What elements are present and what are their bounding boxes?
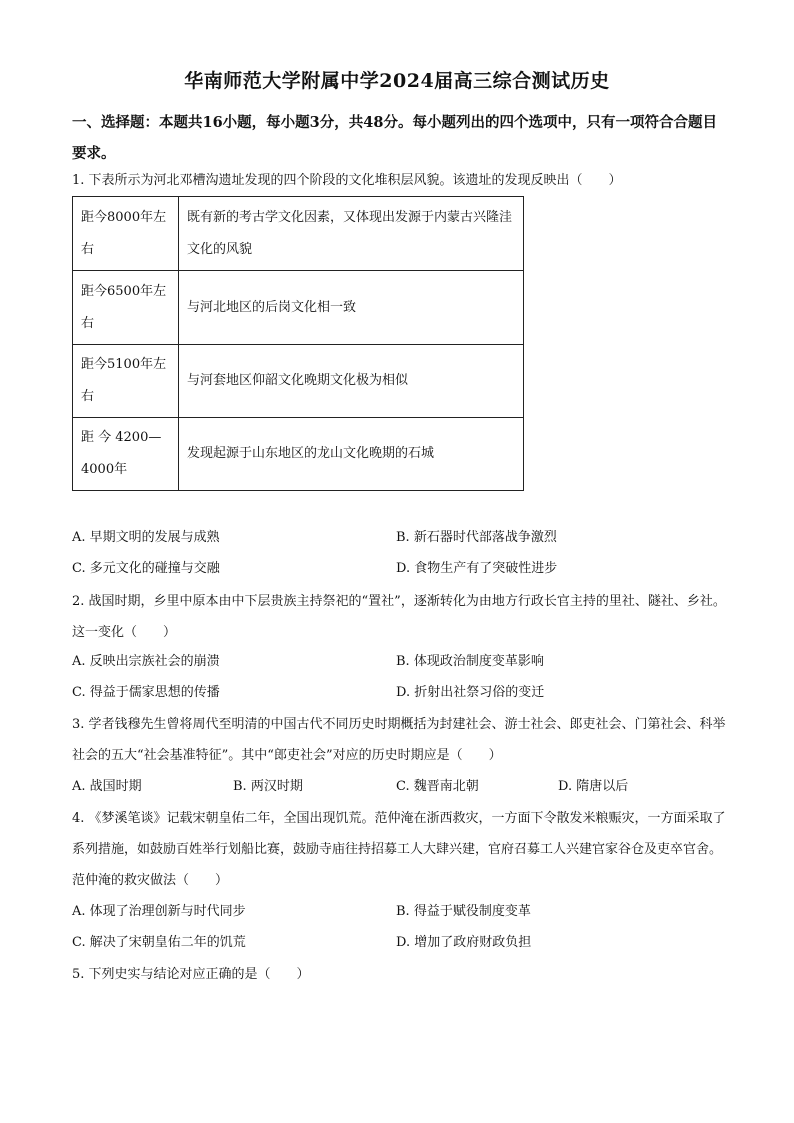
question-5-stem: 5. 下列史实与结论对应正确的是（ ） <box>72 967 310 982</box>
question-1-option-d[interactable]: D. 食物生产有了突破性进步 <box>396 561 558 576</box>
question-2-option-a[interactable]: A. 反映出宗族社会的崩溃 <box>72 654 220 669</box>
question-1-option-c[interactable]: C. 多元文化的碰撞与交融 <box>72 561 220 576</box>
question-4-option-b[interactable]: B. 得益于赋役制度变革 <box>396 904 531 919</box>
question-4-option-c[interactable]: C. 解决了宋朝皇佑二年的饥荒 <box>72 935 246 950</box>
table-cell-period: 距今6500年左右 <box>73 271 179 345</box>
table-cell-period: 距 今 4200—4000年 <box>73 418 179 491</box>
table-cell-period: 距今5100年左右 <box>73 345 179 418</box>
table-cell-desc: 发现起源于山东地区的龙山文化晚期的石城 <box>179 418 524 491</box>
question-4-option-a[interactable]: A. 体现了治理创新与时代同步 <box>72 904 246 919</box>
table-cell-desc: 既有新的考古学文化因素，又体现出发源于内蒙古兴隆洼文化的风貌 <box>179 197 524 271</box>
table-row <box>73 197 524 271</box>
table-row <box>73 271 524 345</box>
page-title: 华南师范大学附属中学2024届高三综合测试历史 <box>184 70 610 92</box>
question-2-option-d[interactable]: D. 折射出社祭习俗的变迁 <box>396 685 545 700</box>
question-1-table <box>72 196 524 491</box>
question-1-option-b[interactable]: B. 新石器时代部落战争激烈 <box>396 530 557 545</box>
question-1-stem: 1. 下表所示为河北邓槽沟遗址发现的四个阶段的文化堆积层风貌。该遗址的发现反映出（ ） <box>72 173 622 188</box>
table-row <box>73 345 524 418</box>
question-3-option-d[interactable]: D. 隋唐以后 <box>558 779 629 794</box>
table-cell-period: 距今8000年左右 <box>73 197 179 271</box>
section-heading: 一、选择题：本题共16小题，每小题3分，共48分。每小题列出的四个选项中，只有一项符合合题目要求。 <box>72 114 717 162</box>
question-2-option-b[interactable]: B. 体现政治制度变革影响 <box>396 654 544 669</box>
table-row <box>73 418 524 491</box>
question-3-option-a[interactable]: A. 战国时期 <box>72 779 142 794</box>
question-1-option-a[interactable]: A. 早期文明的发展与成熟 <box>72 530 220 545</box>
question-3-stem: 3. 学者钱穆先生曾将周代至明清的中国古代不同历史时期概括为封建社会、游士社会、郎吏社会、门第社会、科举社会的五大“社会基准特征”。其中“郎吏社会”对应的历史时期应是（ ） <box>72 717 726 763</box>
question-2-stem: 2. 战国时期，乡里中原本由中下层贵族主持祭祀的“置社”，逐渐转化为由地方行政长官主持的里社、隧社、乡社。这一变化（ ） <box>72 594 726 640</box>
table-cell-desc: 与河北地区的后岗文化相一致 <box>179 271 524 345</box>
question-3-option-b[interactable]: B. 两汉时期 <box>233 779 303 794</box>
question-2-option-c[interactable]: C. 得益于儒家思想的传播 <box>72 685 220 700</box>
question-3-option-c[interactable]: C. 魏晋南北朝 <box>396 779 479 794</box>
question-4-option-d[interactable]: D. 增加了政府财政负担 <box>396 935 532 950</box>
table-cell-desc: 与河套地区仰韶文化晚期文化极为相似 <box>179 345 524 418</box>
question-4-stem: 4. 《梦溪笔谈》记载宋朝皇佑二年，全国出现饥荒。范仲淹在浙西救灾，一方面下令散发米粮赈灾，一方面采取了系列措施，如鼓励百姓举行划船比赛，鼓励寺庙往持招募工人大肆兴建，官府召募工人兴建官家谷仓及吏卒官舍。范仲淹的救灾做法（ ） <box>72 811 726 888</box>
